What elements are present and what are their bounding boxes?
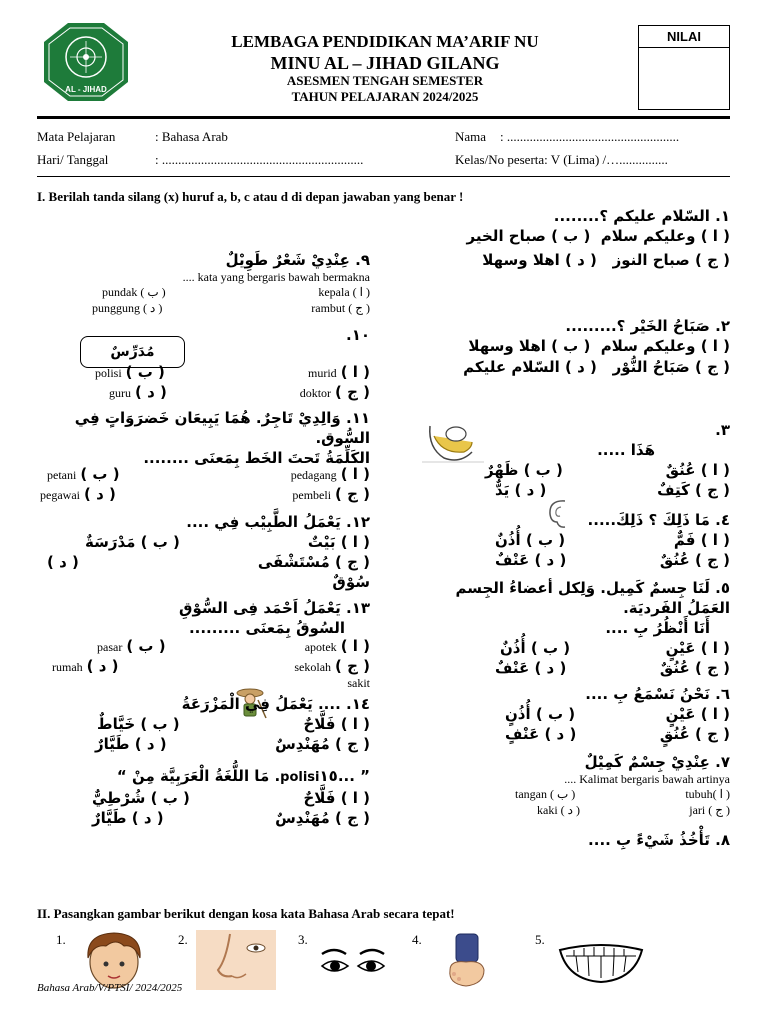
- question-4-stem: ٤. مَا ذَلِكَ ؟ ذَلِكَ.....: [587, 511, 730, 529]
- option-label: ( ا ): [700, 227, 730, 245]
- option-label: ( ج ): [695, 551, 730, 569]
- option-label: ( ج ): [335, 809, 370, 827]
- option-b[interactable]: tangan: [515, 787, 547, 801]
- question-9-stem: ٩. عِنْدِيْ شَعْرٌ طَوِيْلٌ: [225, 251, 370, 269]
- subject-value: : Bahasa Arab: [155, 129, 228, 144]
- option-a[interactable]: فَلَّاحٌ: [303, 789, 336, 807]
- option-label: ( ا ): [700, 531, 730, 549]
- option-d[interactable]: طَيَّارٌ: [92, 809, 127, 827]
- option-d[interactable]: guru: [109, 386, 131, 400]
- option-label: ( ا ): [352, 285, 370, 299]
- question-12: [37, 512, 370, 592]
- question-4: [425, 510, 730, 570]
- option-label: ( ب ): [126, 637, 166, 655]
- option-label: ( ج ): [695, 251, 730, 269]
- option-label: ( ب ): [140, 533, 180, 551]
- question-6-stem: ٦. نَحْنُ نَسْمَعُ بِ ....: [585, 685, 730, 703]
- option-b[interactable]: اهلا وسهلا: [468, 337, 546, 355]
- question-3-options-ab[interactable]: [425, 460, 730, 480]
- option-c[interactable]: pembeli: [292, 488, 332, 502]
- option-b[interactable]: شُرْطِيٌّ: [92, 789, 146, 807]
- option-a[interactable]: kepala: [318, 285, 350, 299]
- option-label: ( ا ): [700, 337, 730, 355]
- option-d[interactable]: عَنْفٌ: [495, 659, 530, 677]
- picture-number-4: 4.: [412, 932, 422, 947]
- question-15: [37, 766, 370, 828]
- option-c[interactable]: sekolah: [294, 660, 332, 674]
- option-label: ( ا ): [340, 465, 370, 483]
- option-label: ( ج ): [335, 735, 370, 753]
- option-c[interactable]: مُهَنْدِسٌ: [275, 809, 330, 827]
- option-label: ( ب ): [535, 705, 576, 723]
- question-11-options: [37, 464, 370, 504]
- option-label: ( ا ): [700, 461, 730, 479]
- question-13-extra: sakit: [347, 676, 370, 690]
- option-label: ( د ): [86, 657, 119, 675]
- question-13-stem: ١٣. يَعْمَلُ اَحْمَد فِى السُّوْقِ: [179, 599, 370, 617]
- eyes-icon: [318, 946, 388, 980]
- option-label: ( ج ): [335, 485, 370, 503]
- option-label: ( د ): [560, 803, 581, 817]
- question-7-note: .... Kalimat bergaris bawah artinya: [564, 772, 730, 786]
- question-1-options-cd[interactable]: [425, 250, 730, 270]
- option-label: ( ب ): [150, 789, 190, 807]
- date-field[interactable]: : ..............................................................: [155, 152, 364, 167]
- option-label: ( ج ): [695, 481, 730, 499]
- question-10-options-ab[interactable]: [37, 362, 370, 382]
- section1-instruction: I. Berilah tanda silang (x) huruf a, b, c atau d di depan jawaban yang benar !: [37, 189, 464, 204]
- question-15-stem-pre: ١٥. مَا اللُّغَةُ الْعَرَبِيَّة مِنْ “: [116, 767, 338, 785]
- option-b[interactable]: pasar: [97, 640, 123, 654]
- header-divider: [37, 116, 730, 119]
- option-c[interactable]: صباح النوز: [612, 251, 690, 269]
- option-label: ( ب ): [523, 461, 563, 479]
- question-1-stem: ١. السّلام عليكم ؟........: [553, 207, 730, 225]
- option-d[interactable]: يَدٌّ: [495, 481, 510, 499]
- option-label: ( د ): [565, 358, 597, 376]
- question-2-options-ab[interactable]: [425, 336, 730, 356]
- option-a[interactable]: فَلَّاحٌ: [303, 715, 336, 733]
- option-label: ( د ): [544, 725, 577, 743]
- question-15-stem-post: ” ...: [337, 767, 370, 785]
- question-4-options-cd[interactable]: [425, 550, 730, 570]
- question-5-options-ab[interactable]: [425, 638, 730, 658]
- subject-label: Mata Pelajaran: [37, 129, 116, 144]
- option-d[interactable]: rumah: [52, 660, 83, 674]
- option-d[interactable]: السّلام عليكم: [463, 358, 560, 376]
- option-label: ( ا ): [700, 639, 730, 657]
- option-a[interactable]: عُنُقٌ: [665, 461, 696, 479]
- option-d[interactable]: عَنْفٌ: [495, 551, 530, 569]
- name-field[interactable]: : .....................................................: [500, 129, 680, 144]
- option-a[interactable]: عَيْنٍ: [665, 705, 696, 723]
- option-a[interactable]: عَيْنٍ: [665, 639, 696, 657]
- hair-face-icon: [78, 928, 150, 990]
- option-label: ( ا ): [340, 789, 370, 807]
- question-11-options-cd[interactable]: [37, 484, 370, 504]
- option-c[interactable]: عُنُقٌ: [659, 659, 690, 677]
- feet-icon: [436, 930, 496, 990]
- option-a[interactable]: pedagang: [290, 468, 337, 482]
- school-logo: [43, 22, 129, 102]
- option-label: ( ب ): [530, 639, 571, 657]
- question-6: [425, 684, 730, 744]
- option-b[interactable]: أُذُنٌ: [500, 639, 526, 657]
- option-label: ( ج ): [348, 301, 370, 315]
- question-13-options-ab[interactable]: [37, 636, 370, 656]
- option-label: ( د ): [83, 485, 116, 503]
- option-label: ( د ): [135, 383, 167, 401]
- score-box: [638, 25, 730, 110]
- question-5-options-cd[interactable]: [425, 658, 730, 678]
- name-label: Nama: [455, 129, 487, 144]
- question-13-options-cd[interactable]: [37, 656, 370, 676]
- option-d[interactable]: سُوْقٌ: [332, 573, 370, 591]
- option-label: ( ب ): [550, 787, 576, 801]
- picture-number-2: 2.: [178, 932, 188, 947]
- school-name: MINU AL – JIHAD GILANG: [270, 53, 500, 73]
- option-label: ( ج ): [335, 657, 370, 675]
- picture-number-3: 3.: [298, 932, 308, 947]
- option-label: ( ا ): [700, 705, 730, 723]
- question-10-word-box: مُدَرِّسٌ: [80, 336, 185, 368]
- question-10-options: [37, 362, 370, 402]
- question-11-stem: ١١. وَالِدِيْ تَاجِرٌ. هُمَا يَبِيعَان خَضرَوَاتٍ فِي السُّوق.: [74, 409, 370, 447]
- question-5: [425, 578, 730, 678]
- option-label: ( ج ): [335, 383, 370, 401]
- exam-title: ASESMEN TENGAH SEMESTER: [286, 73, 484, 88]
- academic-year: TAHUN PELAJARAN 2024/2025: [291, 89, 479, 104]
- option-a[interactable]: apotek: [304, 640, 337, 654]
- option-d[interactable]: طَيَّارٌ: [95, 735, 130, 753]
- question-7-options-ab[interactable]: [425, 787, 730, 803]
- question-9-options-cd[interactable]: [37, 301, 370, 317]
- option-b[interactable]: ظَهْرٌ: [485, 461, 519, 479]
- option-label: ( ا ): [712, 787, 730, 801]
- option-label: ( ب ): [525, 531, 566, 549]
- question-7: [425, 752, 730, 819]
- question-1: [425, 206, 730, 270]
- teeth-icon: [556, 938, 646, 984]
- option-label: ( ا ): [340, 637, 370, 655]
- option-d[interactable]: kaki: [537, 803, 558, 817]
- question-10-options-cd[interactable]: [37, 382, 370, 402]
- question-3-sub: هَذَا .....: [597, 441, 655, 459]
- section2-instruction: II. Pasangkan gambar berikut dengan kosa kata Bahasa Arab secara tepat!: [37, 906, 455, 921]
- question-15-keyword: polisi: [280, 770, 320, 785]
- option-a[interactable]: وعليكم سلام: [600, 227, 696, 245]
- question-15-stem: [37, 766, 370, 788]
- option-label: ( ج ): [695, 725, 730, 743]
- option-label: ( ب ): [551, 227, 591, 245]
- option-a[interactable]: murid: [308, 366, 337, 380]
- option-a[interactable]: فَمٌّ: [673, 531, 696, 549]
- date-label: Hari/ Tanggal: [37, 152, 109, 167]
- option-label: ( ا ): [340, 363, 370, 381]
- option-a[interactable]: بَيْتٌ: [307, 533, 336, 551]
- question-15-options-ab[interactable]: [37, 788, 370, 808]
- question-2-stem: ٢. صَبَاحُ الخَيْر ؟.........: [565, 317, 730, 335]
- question-8: [425, 830, 730, 850]
- institution-name: LEMBAGA PENDIDIKAN MA’ARIF NU: [231, 32, 539, 51]
- option-d[interactable]: pegawai: [40, 488, 80, 502]
- question-13: [37, 598, 370, 638]
- option-b[interactable]: أُذُنٍ: [505, 705, 531, 723]
- option-label: ( د ): [47, 553, 79, 571]
- option-label: ( ب ): [551, 337, 591, 355]
- picture-number-5: 5.: [535, 932, 545, 947]
- question-11-options-ab[interactable]: [37, 464, 370, 484]
- question-6-options-ab[interactable]: [425, 704, 730, 724]
- question-7-options-cd[interactable]: [425, 803, 730, 819]
- option-label: ( ب ): [125, 363, 165, 381]
- question-14-options-ab[interactable]: [37, 714, 370, 734]
- question-11-sub: الكَلِّمَةُ تَحتَ الخَط بِمَعنَى ........: [143, 449, 370, 467]
- question-5-stem: ٥. لَنَا جِسمٌ كَمِيل. وَلِكل أعضاءُ الجِسم العَمَلُ الفَرديَة.: [455, 579, 730, 617]
- option-label: ( ج ): [695, 659, 730, 677]
- option-label: ( ب ): [140, 285, 166, 299]
- option-c[interactable]: doktor: [299, 386, 332, 400]
- question-14-options-cd[interactable]: [37, 734, 370, 754]
- option-d[interactable]: اهلا وسهلا: [482, 251, 560, 269]
- question-4-options-ab[interactable]: [425, 530, 730, 550]
- class-number-field[interactable]: Kelas/No peserta: V (Lima) /…...............: [455, 152, 668, 167]
- option-b[interactable]: صباح الخير: [466, 227, 546, 245]
- option-c[interactable]: صَبَاحُ النُّوْر: [612, 358, 690, 376]
- picture-number-1: 1.: [56, 932, 66, 947]
- score-label: NILAI: [639, 26, 729, 48]
- question-12-stem: ١٢. يَعْمَلُ الطَّبِيْب فِي ....: [186, 513, 370, 531]
- option-label: ( ب ): [140, 715, 180, 733]
- option-label: ( د ): [565, 251, 597, 269]
- option-d[interactable]: عَنْفٍ: [505, 725, 540, 743]
- question-3-options-cd[interactable]: [425, 480, 730, 500]
- option-b[interactable]: خَيَّاطٌ: [97, 715, 136, 733]
- question-12-options-ab[interactable]: [37, 532, 370, 552]
- option-d[interactable]: punggung: [92, 301, 140, 315]
- question-13-options: [37, 636, 370, 691]
- option-c[interactable]: عُنُقٌ: [659, 551, 690, 569]
- option-label: ( د ): [143, 301, 163, 315]
- option-label: ( ج ): [335, 553, 370, 571]
- option-b[interactable]: أُذُنٌ: [495, 531, 521, 549]
- option-label: ( د ): [534, 551, 567, 569]
- option-label: ( د ): [131, 809, 164, 827]
- nose-icon: [196, 930, 276, 990]
- option-label: ( ا ): [340, 533, 370, 551]
- page-footer: Bahasa Arab/V/PTSI/ 2024/2025: [37, 982, 183, 994]
- question-2: [425, 316, 730, 377]
- option-label: ( د ): [134, 735, 167, 753]
- option-b[interactable]: polisi: [95, 366, 122, 380]
- question-9-note: .... kata yang bergaris bawah bermakna: [182, 270, 370, 284]
- option-b[interactable]: pundak: [102, 285, 138, 299]
- question-10-stem: ١٠.: [345, 326, 370, 344]
- option-label: ( ج ): [708, 803, 730, 817]
- option-label: ( ج ): [695, 358, 730, 376]
- option-c[interactable]: كَتِفٌ: [657, 481, 690, 499]
- option-a[interactable]: وعليكم سلام: [600, 337, 696, 355]
- option-b[interactable]: petani: [47, 468, 77, 482]
- question-7-stem: ٧. عِنْدِيْ جِسْمٌ كَمِيْلٌ: [584, 753, 730, 771]
- question-3-stem: ٣.: [715, 421, 730, 439]
- option-label: ( د ): [534, 659, 567, 677]
- option-c[interactable]: rambut: [311, 301, 346, 315]
- option-c[interactable]: مُسْتَشْفَى: [257, 553, 330, 571]
- question-9-options-ab[interactable]: [37, 285, 370, 301]
- question-3: [425, 420, 730, 500]
- option-b[interactable]: مَدْرَسَةٌ: [85, 533, 136, 551]
- question-9: [37, 250, 370, 317]
- logo-text: AL - JIHAD: [65, 85, 107, 94]
- question-14: [37, 694, 370, 754]
- question-2-options-cd[interactable]: [425, 357, 730, 377]
- option-label: ( ب ): [80, 465, 120, 483]
- option-c[interactable]: jari: [689, 803, 706, 817]
- question-8-stem: ٨. تَأْخُذُ شَيْءً بِ ....: [588, 831, 730, 849]
- option-a[interactable]: tubuh: [685, 787, 713, 801]
- question-14-stem: ١٤. .... يَعْمَلُ فِي الْمَزْرَعَةُ: [181, 695, 370, 713]
- question-13-sub: السُوقُ بِمَعنَى .........: [188, 619, 345, 637]
- option-c[interactable]: مُهَنْدِسٌ: [275, 735, 330, 753]
- option-c[interactable]: عُنُقٍ: [659, 725, 690, 743]
- question-6-options-cd[interactable]: [425, 724, 730, 744]
- question-11: [37, 408, 370, 468]
- fields-divider: [37, 176, 730, 177]
- question-1-options-ab[interactable]: [425, 226, 730, 246]
- question-12-options-c[interactable]: [37, 552, 370, 572]
- option-label: ( د ): [514, 481, 547, 499]
- question-15-options-cd[interactable]: [37, 808, 370, 828]
- question-5-sub: أَنَا أَنْظُرُ بِ ....: [605, 619, 710, 637]
- option-label: ( ا ): [340, 715, 370, 733]
